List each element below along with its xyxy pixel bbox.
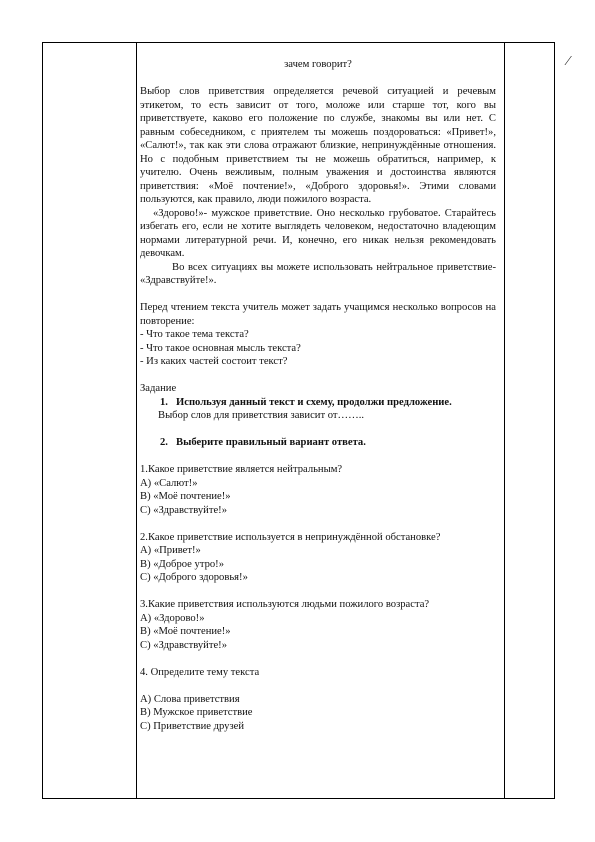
answer-option: С) «Здравствуйте!» xyxy=(140,639,228,651)
task-1-prompt: Выбор слов для приветствия зависит от…….. xyxy=(158,410,364,421)
answer-option: С) Приветствие друзей xyxy=(140,720,245,732)
review-question: - Из каких частей состоит текст? xyxy=(140,356,288,367)
paragraph: «Здорово!»- мужское приветствие. Оно несколько грубоватое. Старайтесь избегать его, если не хотите выглядеть человеком, недостаточно владеющим нормами литературной речи. И, конечно, его никак нельзя рекомендовать девочкам. xyxy=(140,207,496,259)
table-border-left xyxy=(42,43,43,798)
question: 4. Определите тему текста xyxy=(140,666,260,678)
table-column-divider xyxy=(504,43,505,798)
task-2 xyxy=(140,436,496,450)
task-text: Используя данный текст и схему, продолжи предложение. xyxy=(176,396,452,408)
answer-option: С) «Доброго здоровья!» xyxy=(140,572,248,583)
review-question: - Что такое основная мысль текста? xyxy=(140,342,301,354)
answer-option: А) «Здорово!» xyxy=(140,612,205,624)
paragraph: Во всех ситуациях вы можете использовать нейтральное приветствие- «Здравствуйте!». xyxy=(140,261,496,286)
answer-option: А) «Привет!» xyxy=(140,545,201,556)
task-text: Выберите правильный вариант ответа. xyxy=(176,437,366,448)
question: 3.Какие приветствия используются людьми пожилого возраста? xyxy=(140,599,430,610)
task-number: 2. xyxy=(160,437,168,448)
answer-option: В) Мужское приветствие xyxy=(140,707,253,718)
lesson-content xyxy=(140,58,496,733)
review-question: - Что такое тема текста? xyxy=(140,329,249,340)
margin-mark: ⁄ xyxy=(567,54,570,69)
teacher-intro: Перед чтением текста учитель может задать учащимся несколько вопросов на повторение: xyxy=(140,302,496,327)
answer-option: А) Слова приветствия xyxy=(140,693,240,705)
continuation-line: зачем говорит? xyxy=(284,59,352,70)
answer-option: В) «Доброе утро!» xyxy=(140,558,225,570)
paragraph: Выбор слов приветствия определяется речевой ситуацией и речевым этикетом, то есть зависит от того, моложе или старше тот, кого вы приветствуете, каково его положение по службе, знакомы вы или нет. С равным собеседником, с приятелем ты можешь поздороваться: «Привет!», «Салют!», так как эти слова отражают близкие, непринуждённые отношения. Но с подобным приветствием ты не можешь обратиться, например, к учителю. Очень вежливым, полным уважения и достоинства являются приветствия: «Моё почтение!», «Доброго здоровья!». Этими словами пользуются, как правило, люди пожилого возраста. xyxy=(140,86,496,205)
question: 2.Какое приветствие используется в непринуждённой обстановке? xyxy=(140,531,441,543)
table-column-divider xyxy=(136,43,137,798)
task-number: 1. xyxy=(160,396,168,408)
table-border-right xyxy=(554,43,555,798)
answer-option: С) «Здравствуйте!» xyxy=(140,504,228,516)
answer-option: В) «Моё почтение!» xyxy=(140,626,231,637)
answer-option: В) «Моё почтение!» xyxy=(140,491,231,502)
task-1 xyxy=(140,396,496,410)
answer-option: А) «Салют!» xyxy=(140,477,198,489)
question: 1.Какое приветствие является нейтральным? xyxy=(140,464,343,475)
task-heading: Задание xyxy=(140,383,177,394)
